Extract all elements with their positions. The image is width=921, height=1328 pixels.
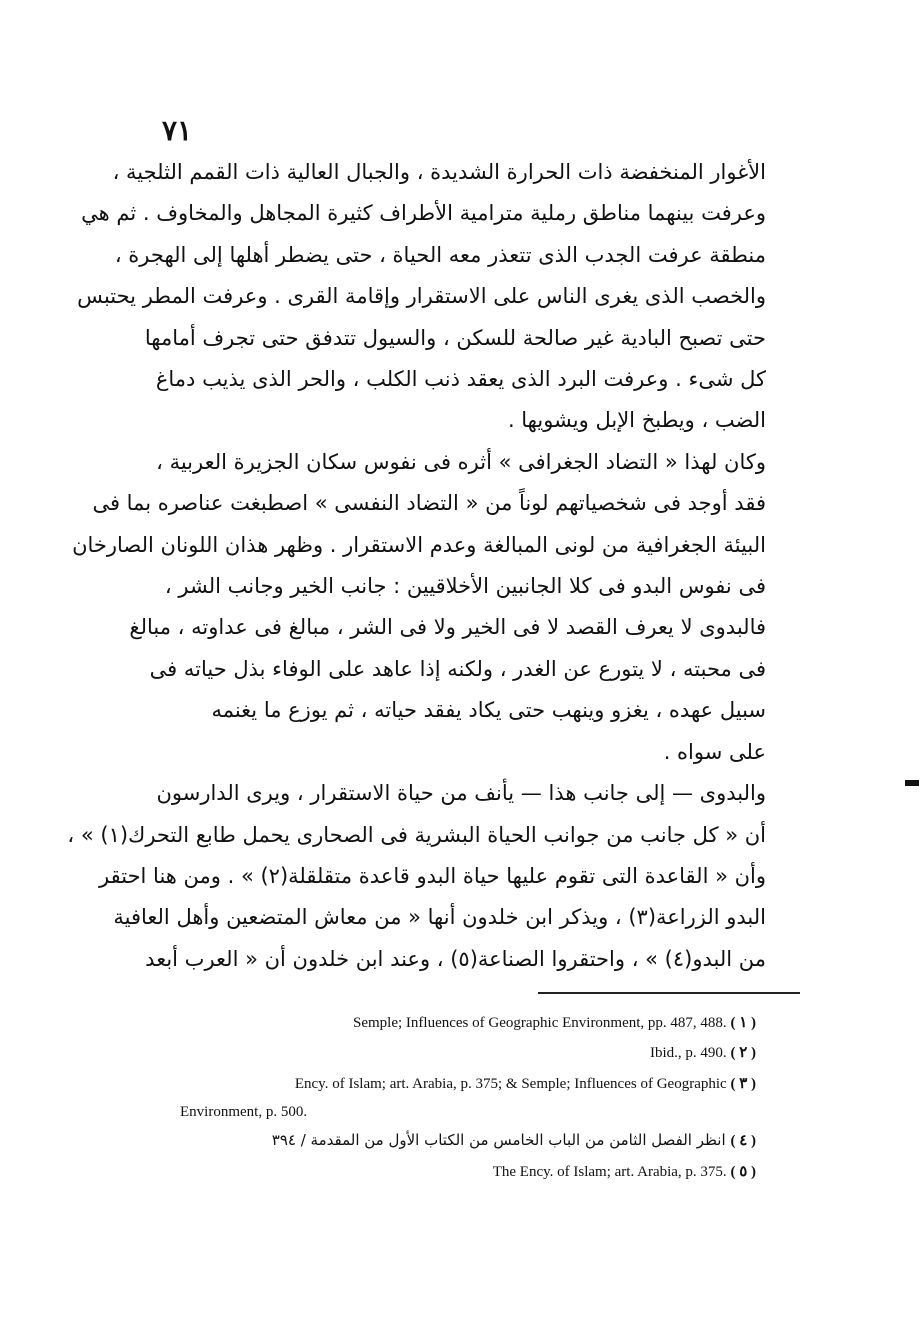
text-line: والبدوى — إلى جانب هذا — يأنف من حياة الاستقرار ، ويرى الدارسون: [156, 781, 766, 806]
margin-mark: [905, 780, 919, 786]
text-line: وأن « القاعدة التى تقوم عليها حياة البدو قاعدة متقلقلة(٢) » . ومن هنا احتقر: [99, 863, 766, 888]
footnote-number: ( ٥ ): [730, 1164, 756, 1180]
footnote-3: [295, 1074, 756, 1094]
footnote-5: [493, 1162, 756, 1182]
text-line: أن « كل جانب من جوانب الحياة البشرية فى الصحارى يحمل طابع التحرك(١) » ،: [67, 822, 766, 847]
text-line: كل شىء . وعرفت البرد الذى يعقد ذنب الكلب ، والحر الذى يذيب دماغ: [155, 367, 766, 392]
text-line: من البدو(٤) » ، واحتقروا الصناعة(٥) ، وعند ابن خلدون أن « العرب أبعد: [145, 946, 766, 971]
text-line: على سواه .: [663, 739, 766, 764]
text-line: وعرفت بينهما مناطق رملية مترامية الأطراف كثيرة المجاهل والمخاوف . ثم هي: [81, 201, 766, 226]
footnote-number: ( ٢ ): [730, 1045, 756, 1061]
text-line: وكان لهذا « التضاد الجغرافى » أثره فى نفوس سكان الجزيرة العربية ،: [156, 449, 766, 474]
footnote-number: ( ٤ ): [730, 1133, 756, 1149]
footnote-text: The Ency. of Islam; art. Arabia, p. 375.: [492, 1164, 727, 1180]
footnote-text: Semple; Influences of Geographic Environment, pp. 487, 488.: [353, 1015, 727, 1031]
text-line: حتى تصبح البادية غير صالحة للسكن ، والسيول تتدفق حتى تجرف أمامها: [144, 325, 766, 350]
footnote-text: Ency. of Islam; art. Arabia, p. 375; & Semple; Influences of Geographic: [294, 1076, 727, 1092]
text-line: البيئة الجغرافية من لونى المبالغة وعدم الاستقرار . وظهر هذان اللونان الصارخان: [72, 532, 766, 557]
text-line: فقد أوجد فى شخصياتهم لوناً من « التضاد النفسى » اصطبغت عناصره بما فى: [92, 491, 766, 516]
footnote-2: [650, 1043, 756, 1063]
footnote-3-continuation: Environment, p. 500.: [180, 1104, 308, 1120]
footnote-4: [272, 1130, 756, 1151]
footnote-text: انظر الفصل الثامن من الباب الخامس من الكتاب الأول من المقدمة / ٣٩٤: [271, 1131, 726, 1149]
text-line: فى نفوس البدو فى كلا الجانبين الأخلاقيين : جانب الخير وجانب الشر ،: [164, 574, 766, 599]
text-line: الضب ، ويطبخ الإبل ويشويها .: [507, 408, 766, 433]
text-line: منطقة عرفت الجدب الذى تتعذر معه الحياة ، حتى يضطر أهلها إلى الهجرة ،: [114, 242, 766, 267]
text-line: والخصب الذى يغرى الناس على الاستقرار وإقامة القرى . وعرفت المطر يحتبس: [77, 284, 766, 309]
text-line: الأغوار المنخفضة ذات الحرارة الشديدة ، والجبال العالية ذات القمم الثلجية ،: [112, 160, 766, 184]
text-line: سبيل عهده ، يغزو وينهب حتى يكاد يفقد حياته ، ثم يوزع ما يغنمه: [211, 698, 766, 723]
body-text: [67, 152, 766, 980]
text-line: فى محبته ، لا يتورع عن الغدر ، ولكنه إذا عاهد على الوفاء بذل حياته فى: [149, 656, 766, 681]
footnote-number: ( ١ ): [730, 1015, 756, 1031]
footnote-1: [353, 1013, 756, 1033]
text-line: فالبدوى لا يعرف القصد لا فى الخير ولا فى الشر ، مبالغ فى عداوته ، مبالغ: [129, 615, 766, 640]
page-number: ٧١: [162, 114, 193, 147]
footnote-text: Ibid., p. 490.: [650, 1045, 727, 1061]
text-line: البدو الزراعة(٣) ، ويذكر ابن خلدون أنها « من معاش المتضعين وأهل العافية: [113, 905, 766, 930]
footnote-divider: [538, 992, 800, 994]
footnote-number: ( ٣ ): [730, 1076, 756, 1092]
